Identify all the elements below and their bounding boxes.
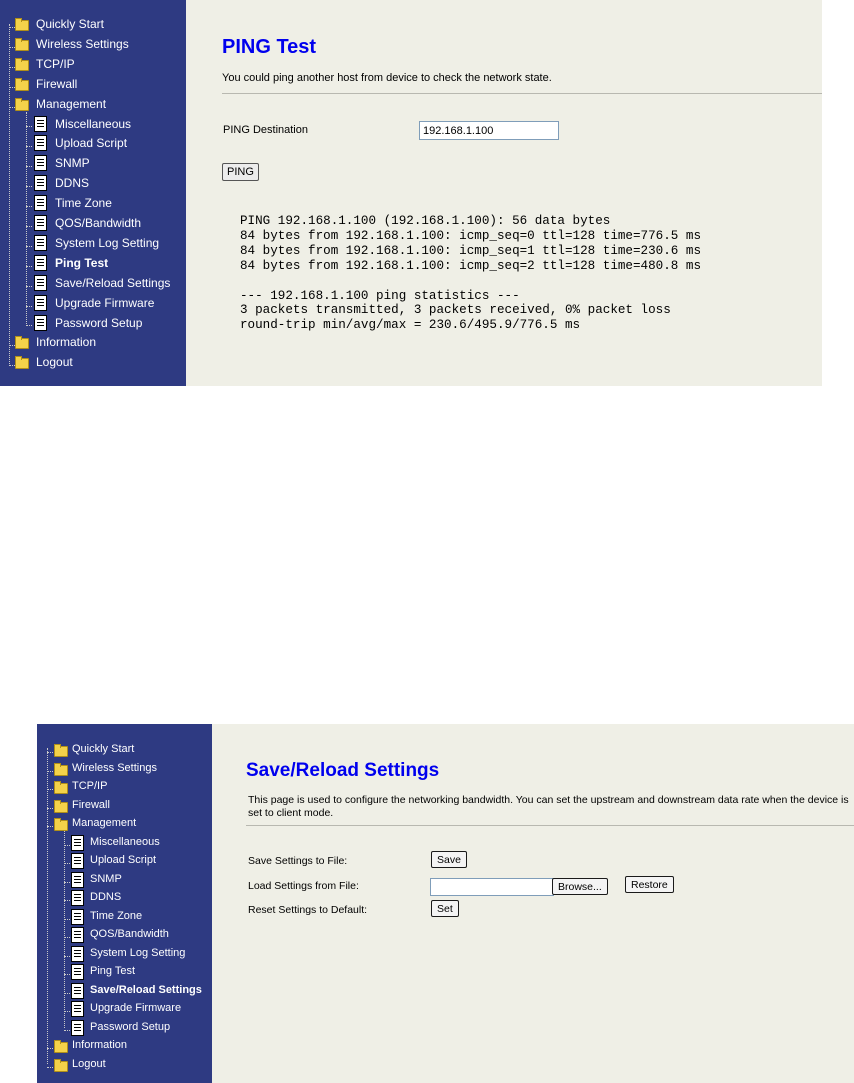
sidebar-item-label: Firewall	[72, 798, 110, 811]
ping-output-line: 84 bytes from 192.168.1.100: icmp_seq=0 ttl=128 time=776.5 ms	[240, 228, 702, 243]
page-icon	[34, 116, 47, 132]
sidebar-item-label: Upgrade Firmware	[55, 295, 155, 310]
sidebar-item-label: SNMP	[55, 156, 90, 171]
page-icon	[71, 927, 84, 943]
sidebar-item-label: Upload Script	[55, 136, 128, 151]
sidebar-item-label: Wireless Settings	[72, 761, 157, 774]
sidebar-item-label: Password Setup	[55, 315, 143, 330]
folder-icon	[54, 1042, 68, 1053]
page-title: Save/Reload Settings	[246, 760, 440, 781]
ping-destination-input[interactable]	[419, 121, 559, 140]
folder-icon	[15, 20, 29, 31]
page-icon	[34, 215, 47, 231]
sidebar-item-label: System Log Setting	[90, 946, 186, 959]
tree-line	[9, 24, 10, 364]
page-icon	[71, 853, 84, 869]
tree-line	[26, 126, 32, 127]
folder-icon	[15, 60, 29, 71]
page-icon	[71, 1001, 84, 1017]
folder-icon	[54, 746, 68, 757]
main-content	[212, 724, 854, 1083]
sidebar-item-label: Ping Test	[55, 255, 109, 270]
folder-icon	[15, 40, 29, 51]
ping-output-line: PING 192.168.1.100 (192.168.1.100): 56 data bytes	[240, 214, 611, 228]
tree-line	[26, 325, 32, 326]
sidebar-item-label: Ping Test	[90, 965, 136, 977]
sidebar	[37, 724, 212, 1083]
sidebar-item-label: Management	[36, 96, 107, 111]
sidebar-item-label: QOS/Bandwidth	[55, 216, 142, 230]
tree-line	[26, 266, 32, 267]
browse-button[interactable]: Browse...	[552, 878, 608, 895]
tree-line	[26, 206, 32, 207]
ping-output	[240, 214, 701, 333]
sidebar-item-label: Information	[36, 335, 97, 350]
folder-icon	[54, 783, 68, 794]
tree-line	[64, 1011, 70, 1012]
page-icon	[34, 155, 47, 171]
tree-line	[26, 186, 32, 187]
tree-line	[47, 826, 53, 827]
page-icon	[34, 135, 47, 151]
tree-line	[64, 1030, 70, 1031]
sidebar-item-label: QOS/Bandwidth	[90, 928, 169, 940]
page-icon	[71, 946, 84, 962]
ping-output-line: 84 bytes from 192.168.1.100: icmp_seq=1 ttl=128 time=230.6 ms	[240, 243, 702, 258]
folder-open-icon	[54, 820, 68, 831]
tree-line	[64, 830, 65, 1028]
tree-line	[64, 863, 70, 864]
sidebar-item-label: Logout	[36, 355, 73, 370]
ping-output-line: 3 packets transmitted, 3 packets received, 0% packet loss	[240, 303, 671, 318]
sidebar-item-label: Password Setup	[90, 1020, 171, 1033]
sidebar-item-label: SNMP	[90, 872, 122, 885]
tree-line	[47, 771, 53, 772]
ping-test-screenshot	[0, 0, 822, 386]
save-reload-screenshot	[37, 724, 854, 1083]
tree-line	[64, 956, 70, 957]
tree-line	[64, 900, 70, 901]
sidebar-item-label: Miscellaneous	[55, 116, 132, 131]
tree-line	[47, 789, 53, 790]
save-button[interactable]: Save	[431, 851, 467, 868]
tree-line	[64, 845, 70, 846]
sidebar-item-label: Time Zone	[55, 196, 112, 211]
tree-line	[47, 808, 53, 809]
folder-icon	[15, 358, 29, 369]
tree-line	[26, 166, 32, 167]
sidebar-item-label: Information	[72, 1039, 128, 1051]
sidebar-item-label: Management	[72, 817, 137, 829]
sidebar-item-label: TCP/IP	[72, 780, 108, 792]
page-icon	[34, 195, 47, 211]
folder-icon	[15, 338, 29, 349]
sidebar-item-label: Firewall	[36, 76, 78, 91]
ping-output-line: 84 bytes from 192.168.1.100: icmp_seq=2 ttl=128 time=480.8 ms	[240, 258, 702, 273]
sidebar-item-label: Quickly Start	[72, 743, 135, 755]
restore-button[interactable]: Restore	[625, 876, 674, 893]
page-icon	[34, 275, 47, 291]
ping-destination-label: PING Destination	[223, 124, 308, 136]
sidebar-item-label: DDNS	[55, 176, 90, 191]
reset-settings-label: Reset Settings to Default:	[248, 904, 368, 916]
sidebar-item-label: Save/Reload Settings	[55, 275, 171, 290]
folder-open-icon	[15, 100, 29, 111]
tree-line	[26, 226, 32, 227]
tree-line	[47, 1048, 53, 1049]
tree-line	[64, 937, 70, 938]
page-icon	[71, 983, 84, 999]
page-title: PING Test	[222, 36, 317, 58]
sidebar-item-label: DDNS	[90, 891, 122, 903]
sidebar-item-label: Save/Reload Settings	[90, 983, 202, 996]
page-icon	[71, 909, 84, 925]
main-content	[186, 0, 822, 386]
tree-line	[64, 882, 70, 883]
page-icon	[34, 255, 47, 271]
sidebar-item-label: Wireless Settings	[36, 36, 129, 51]
ping-output-line: round-trip min/avg/max = 230.6/495.9/776.5 ms	[240, 318, 581, 333]
tree-line	[26, 112, 27, 324]
page-description: This page is used to configure the networking bandwidth. You can set the upstream and downstream data rate when the device is set to client mode.	[248, 794, 849, 819]
page-icon	[71, 964, 84, 980]
folder-icon	[54, 765, 68, 776]
sidebar-item-label: TCP/IP	[36, 56, 75, 71]
settings-file-input[interactable]	[430, 878, 554, 896]
page-icon	[71, 890, 84, 906]
sidebar-item-label: Miscellaneous	[90, 835, 160, 848]
set-button[interactable]: Set	[431, 900, 459, 917]
sidebar-item-label: Upload Script	[90, 854, 157, 866]
tree-line	[64, 974, 70, 975]
tree-line	[47, 752, 53, 753]
tree-line	[26, 286, 32, 287]
tree-line	[64, 919, 70, 920]
ping-output-line: --- 192.168.1.100 ping statistics ---	[240, 288, 520, 303]
folder-icon	[54, 802, 68, 813]
tree-line	[26, 306, 32, 307]
tree-line	[64, 993, 70, 994]
sidebar-item-label: Time Zone	[90, 909, 143, 922]
sidebar	[0, 0, 186, 386]
page-description: You could ping another host from device to check the network state.	[222, 72, 552, 84]
divider	[246, 825, 854, 826]
tree-line	[47, 748, 48, 1064]
page-icon	[71, 1020, 84, 1036]
page-icon	[34, 235, 47, 251]
page-icon	[34, 295, 47, 311]
page-icon	[71, 872, 84, 888]
load-settings-label: Load Settings from File:	[248, 880, 359, 892]
divider	[222, 93, 822, 94]
page-icon	[71, 835, 84, 851]
page-icon	[34, 315, 47, 331]
sidebar-item-label: Quickly Start	[36, 17, 105, 31]
sidebar-item-label: Logout	[72, 1057, 106, 1070]
folder-icon	[54, 1061, 68, 1072]
tree-line	[47, 1067, 53, 1068]
folder-icon	[15, 80, 29, 91]
ping-button[interactable]: PING	[222, 163, 259, 181]
sidebar-item-label: System Log Setting	[55, 235, 160, 250]
sidebar-item-label: Upgrade Firmware	[90, 1002, 182, 1014]
save-settings-label: Save Settings to File:	[248, 855, 348, 867]
page-icon	[34, 175, 47, 191]
tree-line	[26, 146, 32, 147]
ping-output-line	[240, 274, 701, 289]
tree-line	[26, 246, 32, 247]
